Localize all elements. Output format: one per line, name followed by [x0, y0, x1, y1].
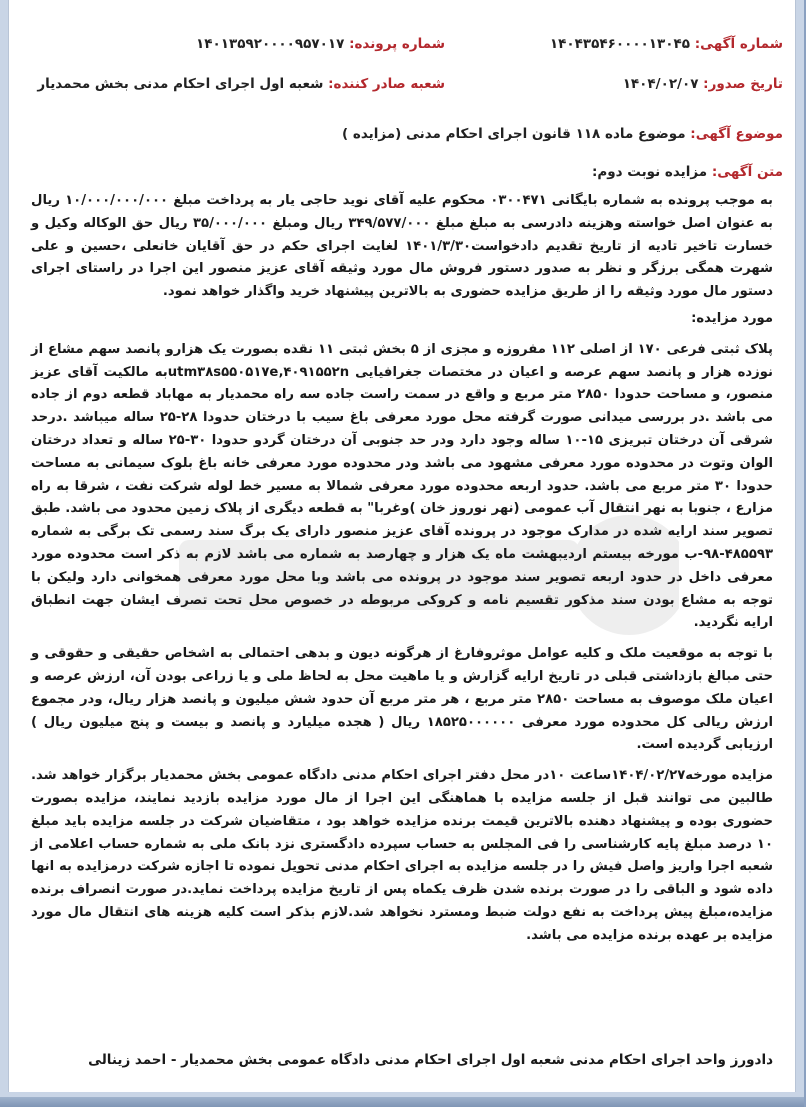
subject-value: موضوع ماده ۱۱۸ قانون اجرای احکام مدنی (مزایده )	[342, 126, 686, 142]
file-number	[196, 34, 445, 54]
file-number-label: شماره پرونده:	[349, 36, 445, 52]
notice-paper	[8, 0, 796, 1092]
text-intro	[592, 162, 783, 182]
paragraph-case: به موجب پرونده به شماره بایگانی ۰۳۰۰۴۷۱ محکوم علیه آقای نوید حاجی یار به پرداخت مبلغ ۱۰/۰۰۰/۰۰۰/۰۰۰ ریال به عنوان اصل خواسته وهزینه دادرسی به مبلغ مبلغ ۳۴۹/۵۷۷/۰۰۰ ریال ومبلغ ۳۵/۰۰۰/۰۰۰ ریال حق الوکاله وکیل و خسارت تاخیر تادیه از تاریخ تقدیم دادخواست۱۴۰۱/۳/۳۰ لغایت اجرای حکم در حق آقایان خانعلی ،حسین و علی شهرت همگی برزگر و نظر به صدور دستور فروش مال مورد وثیقه آقای عزیز منصور این اجرا در راستای اجرای دستور مال مورد وثیقه را از طریق مزایده حضوری به بالاترین پیشنهاد خرید واگذار خواهد نمود.	[31, 193, 774, 300]
issue-date	[623, 74, 783, 94]
signature: دادورز واحد اجرای احکام مدنی شعبه اول اجرای احکام مدنی دادگاه عمومی بخش محمدیار - احمد زینالی	[88, 1052, 773, 1068]
paragraph-auction-terms: مزایده مورخه۱۴۰۴/۰۲/۲۷ساعت ۱۰در محل دفتر اجرای احکام مدنی دادگاه عمومی بخش محمدیار برگزار خواهد شد. طالبین می توانند قبل از جلسه مزایده با هماهنگی این اجرا از مال مورد مزایده بازدید نمایند، مزایده بصورت حضوری بوده و پیشنهاد دهنده بالاترین قیمت برنده مزایده خواهد بود ، متقاضیان شرکت در جلسه مزایده باید مبلغ ۱۰ درصد مبلغ پایه کارشناسی را فی المجلس به حساب سپرده دادگستری نزد بانک ملی به شماره حساب اعلامی از شعبه اجرا واریز واصل فیش را در جلسه مزایده به اجرای احکام مدنی تحویل نموده تا اجازه شرکت درمزایده به انها داده شود و الباقی را در صورت برنده شدن ظرف یکماه پس از تاریخ مزایده پرداخت نماید.در صورت انصراف برنده مزایده،مبلغ پیش پرداخت به نفع دولت ضبط ومسترد نخواهد شد.لازم بذکر است کلیه هزینه های انتقال مال مورد مزایده بر عهده برنده مزایده می باشد.	[31, 768, 773, 943]
text-intro-value: مزایده نوبت دوم:	[591, 164, 708, 180]
paragraph-subject-heading: مورد مزایده:	[691, 310, 773, 326]
notice-number-label: شماره آگهی:	[694, 36, 783, 52]
issue-date-label: تاریخ صدور:	[703, 76, 783, 92]
notice-number	[550, 34, 783, 54]
notice-number-value: ۱۴۰۴۳۵۴۶۰۰۰۰۱۳۰۴۵	[549, 36, 690, 52]
paragraph-valuation: با توجه به موقعیت ملک و کلیه عوامل موثروفارغ از هرگونه دیون و بدهی احتمالی به اشخاص حقیقی و حقوقی و حتی مبالغ بازداشتی قبلی در تاریخ ارایه گزارش و یا ماهیت محل به لحاظ ملی و یا زراعی بودن آن، ارزش عرصه و اعیان ملک موصوف به مساحت ۲۸۵۰ متر مربع ، هر متر مربع آن حدود شش میلیون و پانصد هزار ریال، ودر مجموع ارزش ریالی کل محدوده مورد معرفی ۱۸۵۲۵۰۰۰۰۰۰ ریال ( هجده میلیارد و پانصد و بیست و پنج میلیون ریال ) ارزیابی گردیده است.	[31, 646, 774, 753]
issue-date-value: ۱۴۰۴/۰۲/۰۷	[622, 76, 699, 92]
text-intro-label: متن آگهی:	[711, 164, 783, 180]
bottom-strip	[0, 1097, 804, 1107]
issuer-value: شعبه اول اجرای احکام مدنی بخش محمدیار	[37, 76, 324, 92]
issuer-label: شعبه صادر کننده:	[328, 76, 445, 92]
file-number-value: ۱۴۰۱۳۵۹۲۰۰۰۰۹۵۷۰۱۷	[196, 36, 345, 52]
issuer	[37, 74, 445, 94]
paragraph-property: پلاک ثبتی فرعی ۱۷۰ از اصلی ۱۱۲ مفروزه و مجزی از ۵ بخش ثبتی ۱۱ نقده بصورت یک هزارو پانصد سهم مشاع از نوزده هزار و پانصد سهم عرصه و اعیان در مختصات جغرافیایی utm۳۸s۵۵۰۵۱۷e‚۴۰۹۱۵۵۲nبه مالکیت آقای عزیز منصور، و مساحت حدودا ۲۸۵۰ متر مربع و واقع در سمت راست جاده سه راه محمدیار به مهاباد قطعه دوم از جاده می باشد .در بررسی میدانی صورت گرفته محل مورد معرفی باغ سیب با درختان حدودا ۲۸-۲۵ ساله میباشد .درحد شرقی آن درختان تبریزی ۱۵-۱۰ ساله وجود دارد ودر حد جنوبی آن درختان گردو حدودا ۳۰-۲۵ ساله و تعداد درختان الوان وتوت در محدوده مورد معرفی مشهود می باشد ودر محدوده مورد معرفی خانه باغ بلوک سیمانی به مساحت حدودا ۳۰ متر مربع می باشد. حدود اربعه محدوده مورد معرفی شمالا به مسیر خط لوله شرکت نفت ، شرقا به راه مزارع ، جنوبا به نهر انتقال آب عمومی (نهر نوروز خان )وغربا" به قطعه دیگری از پلاک زمین محدود می باشد. طبق تصویر سند ارایه شده در مدارک موجود در پرونده آقای عزیز منصور دارای یک برگ سند رسمی تک برگی به شماره ۴۸۵۵۹۳-۹۸-ب مورخه بیستم اردیبهشت ماه یک هزار و چهارصد به شماره می باشد لازم به ذکر است محدوده مورد معرفی داخل در حدود اربعه تصویر سند موجود در پرونده می باشد وبا محل مورد معرفی همخوانی دارد ولیکن با توجه به مشاع بودن سند مذکور تقسیم نامه و کروکی مربوطه در خصوص محل تحت تصرف ایشان جهت انطباق ارایه نگردید.	[31, 341, 774, 631]
subject	[342, 124, 783, 144]
subject-label: موضوع آگهی:	[690, 126, 783, 142]
notice-body	[31, 190, 773, 952]
